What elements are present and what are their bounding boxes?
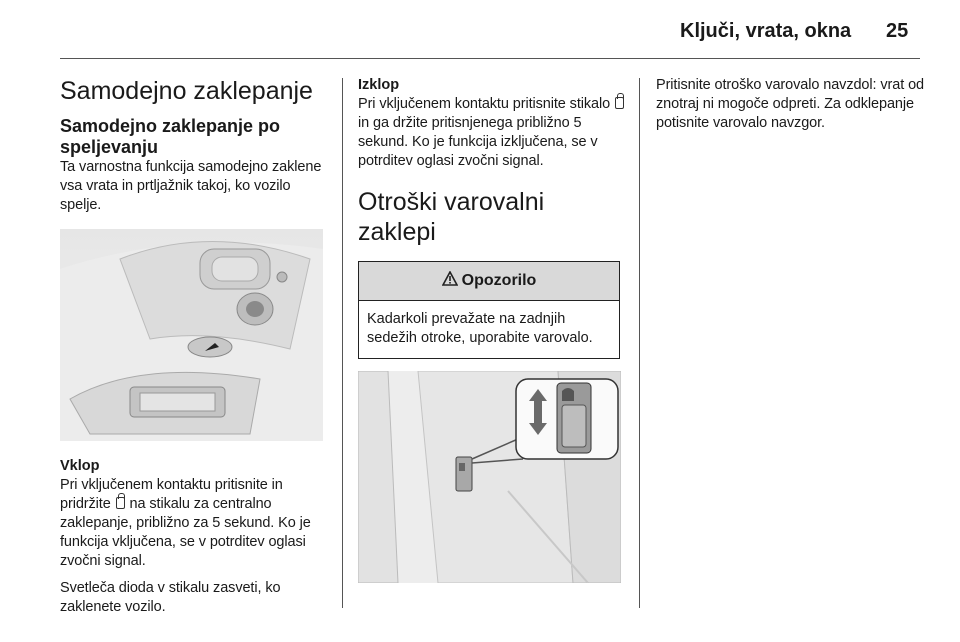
warning-text: Kadarkoli prevažate na zadnjih sedežih otroke, uporabite varovalo. <box>367 311 593 346</box>
izklop-text-after: in ga držite pritisnjenega približno 5 sekund. Ko je funkcija izključena, se v potrditev oglasi zvočni signal. <box>358 115 598 169</box>
izklop-text-before: Pri vključenem kontaktu pritisnite stikalo <box>358 96 611 112</box>
intro-paragraph: Ta varnostna funkcija samodejno zaklene vsa vrata in prtljažnik takoj, ko vozilo spelje. <box>60 159 322 213</box>
column-3 <box>656 76 924 133</box>
child-lock-illustration <box>358 371 621 583</box>
izklop-paragraph <box>358 95 626 171</box>
vklop-text-after: na stikalu za centralno zaklepanje, približno za 5 sekund. Ko je funkcija vključena, se v potrditev oglasi zvočni signal. <box>60 496 311 569</box>
column-divider-1 <box>342 78 343 608</box>
running-header: Ključi, vrata, okna <box>680 20 852 42</box>
subsection-heading: Samodejno zaklepanje po speljevanju <box>60 116 281 157</box>
led-paragraph: Svetleča dioda v stikalu zasveti, ko zaklenete vozilo. <box>60 580 281 615</box>
column-1 <box>60 76 328 617</box>
section-heading: Samodejno zaklepanje <box>60 77 313 105</box>
vklop-text-before: Pri vključenem kontaktu pritisnite in pridržite <box>60 477 283 512</box>
izklop-label: Izklop <box>358 77 400 93</box>
warning-header <box>359 262 619 301</box>
column-2 <box>358 76 626 583</box>
warning-box <box>358 261 620 359</box>
child-lock-paragraph: Pritisnite otroško varovalo navzdol: vrat od znotraj ni mogoče odpreti. Za odklepanje potisnite varovalo navzgor. <box>656 77 925 131</box>
page-number: 25 <box>886 20 909 42</box>
vklop-label: Vklop <box>60 458 100 474</box>
header-rule <box>60 58 920 59</box>
column-divider-2 <box>639 78 640 608</box>
overhead-console-illustration <box>60 229 323 441</box>
warning-title: Opozorilo <box>461 272 537 289</box>
lock-icon <box>615 97 624 109</box>
warning-triangle-icon <box>442 271 458 291</box>
section-heading-child-locks: Otroški varovalni zaklepi <box>358 188 545 246</box>
lock-icon <box>116 497 125 509</box>
vklop-paragraph <box>60 476 328 571</box>
